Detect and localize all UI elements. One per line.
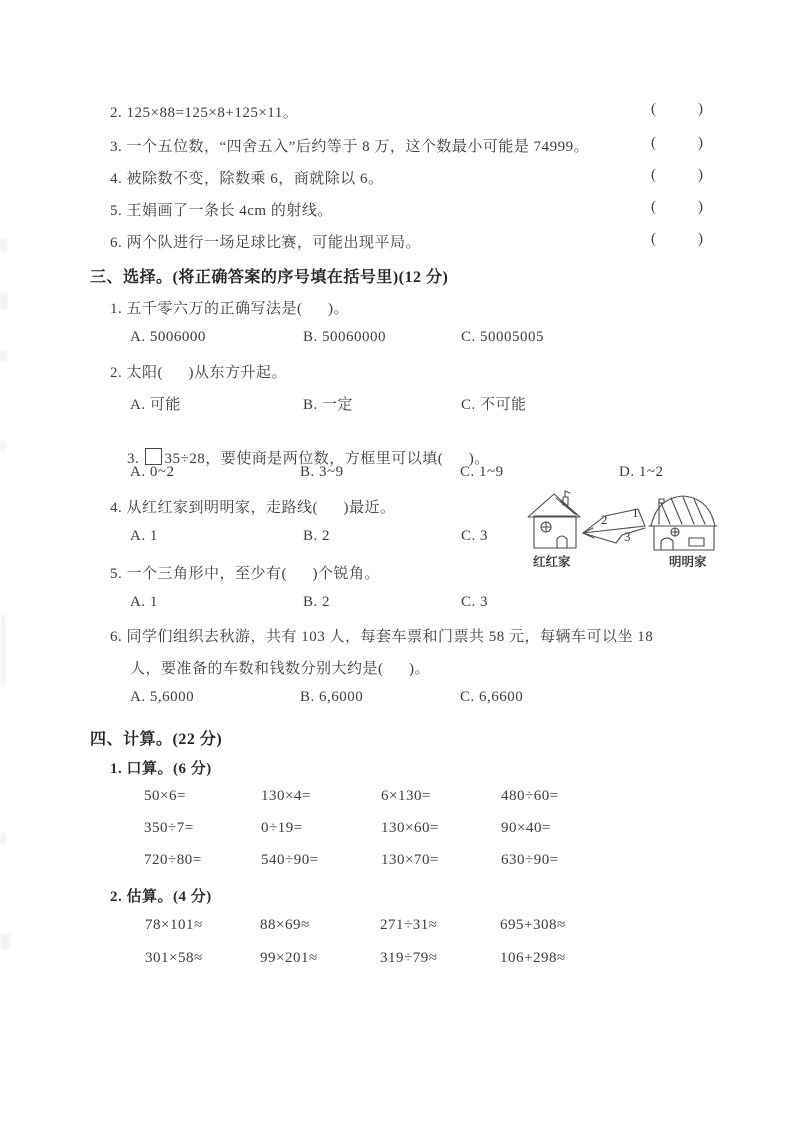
judge-answer-paren: ( ) bbox=[651, 101, 703, 117]
scan-artifact bbox=[0, 292, 8, 310]
scan-artifact bbox=[0, 238, 7, 252]
choice-q1-stem: 1. 五千零六万的正确写法是( )。 bbox=[110, 301, 349, 317]
estimate-expr: 88×69≈ bbox=[260, 917, 310, 933]
choice-q1-option-b: B. 50060000 bbox=[303, 329, 387, 345]
choice-q1-option-a: A. 5006000 bbox=[130, 329, 206, 345]
scan-artifact bbox=[0, 441, 6, 451]
estimate-expr: 106+298≈ bbox=[500, 950, 566, 966]
oral-expr: 0÷19= bbox=[261, 820, 303, 836]
choice-q4-option-c: C. 3 bbox=[461, 528, 489, 544]
route-label-1: 1 bbox=[632, 505, 639, 520]
choice-q1-option-c: C. 50005005 bbox=[461, 329, 545, 345]
oral-expr: 6×130= bbox=[381, 788, 431, 804]
choice-q4-option-b: B. 2 bbox=[303, 528, 331, 544]
choice-q2-stem: 2. 太阳( )从东方升起。 bbox=[110, 365, 287, 381]
judge-item-6: 6. 两个队进行一场足球比赛，可能出现平局。 bbox=[110, 235, 422, 251]
section-four-heading: 四、计算。(22 分) bbox=[90, 731, 223, 748]
right-house-drawing bbox=[649, 496, 717, 550]
estimate-expr: 695+308≈ bbox=[500, 917, 566, 933]
choice-q6-stem-line2: 人，要准备的车数和钱数分别大约是( )。 bbox=[130, 661, 430, 677]
estimate-expr: 78×101≈ bbox=[145, 917, 203, 933]
judge-answer-paren: ( ) bbox=[651, 231, 703, 247]
estimate-expr: 99×201≈ bbox=[260, 950, 318, 966]
oral-expr: 130×70= bbox=[381, 852, 439, 868]
scan-artifact bbox=[0, 832, 6, 844]
oral-expr: 540÷90= bbox=[261, 852, 319, 868]
choice-q4-stem: 4. 从红红家到明明家，走路线( )最近。 bbox=[110, 500, 396, 516]
left-house-drawing bbox=[528, 491, 580, 548]
judge-item-2: 2. 125×88=125×8+125×11。 bbox=[110, 105, 299, 121]
choice-q3-option-c: C. 1~9 bbox=[460, 464, 504, 480]
choice-q6-option-c: C. 6,6600 bbox=[460, 689, 524, 705]
choice-q2-option-c: C. 不可能 bbox=[461, 397, 527, 413]
choice-q5-option-c: C. 3 bbox=[461, 594, 489, 610]
choice-q2-option-b: B. 一定 bbox=[303, 397, 354, 413]
scan-artifact bbox=[1, 934, 10, 950]
judge-item-4: 4. 被除数不变，除数乘 6，商就除以 6。 bbox=[110, 171, 384, 187]
route-illustration bbox=[523, 486, 728, 571]
choice-q5-option-b: B. 2 bbox=[303, 594, 331, 610]
estimate-expr: 301×58≈ bbox=[145, 950, 203, 966]
oral-expr: 130×60= bbox=[381, 820, 439, 836]
oral-calc-heading: 1. 口算。(6 分) bbox=[110, 761, 212, 777]
oral-expr: 350÷7= bbox=[144, 820, 194, 836]
section-three-heading: 三、选择。(将正确答案的序号填在括号里)(12 分) bbox=[90, 269, 449, 286]
left-house-label: 红红家 bbox=[533, 555, 571, 569]
choice-q6-option-a: A. 5,6000 bbox=[130, 689, 195, 705]
choice-q3-stem: 3. 35÷28，要使商是两位数，方框里可以填( )。 bbox=[110, 430, 490, 485]
choice-q6-option-b: B. 6,6000 bbox=[300, 689, 364, 705]
oral-expr: 90×40= bbox=[501, 820, 551, 836]
estimate-expr: 271÷31≈ bbox=[380, 917, 438, 933]
oral-expr: 480÷60= bbox=[501, 788, 559, 804]
oral-expr: 50×6= bbox=[144, 788, 186, 804]
choice-q3-option-a: A. 0~2 bbox=[130, 464, 175, 480]
scan-artifact bbox=[1, 615, 5, 687]
judge-answer-paren: ( ) bbox=[651, 199, 703, 215]
judge-answer-paren: ( ) bbox=[651, 167, 703, 183]
choice-q3-option-d: D. 1~2 bbox=[619, 464, 664, 480]
route-label-2: 2 bbox=[601, 512, 608, 527]
oral-expr: 720÷80= bbox=[144, 852, 202, 868]
choice-q2-option-a: A. 可能 bbox=[130, 397, 181, 413]
choice-q3-option-b: B. 3~9 bbox=[300, 464, 344, 480]
oral-expr: 630÷90= bbox=[501, 852, 559, 868]
choice-q5-option-a: A. 1 bbox=[130, 594, 158, 610]
judge-item-5: 5. 王娟画了一条长 4cm 的射线。 bbox=[110, 203, 333, 219]
oral-expr: 130×4= bbox=[261, 788, 311, 804]
choice-q5-stem: 5. 一个三角形中，至少有( )个锐角。 bbox=[110, 566, 380, 582]
estimate-calc-heading: 2. 估算。(4 分) bbox=[110, 889, 212, 905]
choice-q4-option-a: A. 1 bbox=[130, 528, 158, 544]
judge-item-3: 3. 一个五位数，“四舍五入”后约等于 8 万，这个数最小可能是 74999。 bbox=[110, 139, 590, 155]
blank-box bbox=[145, 448, 162, 465]
judge-answer-paren: ( ) bbox=[651, 135, 703, 151]
route-label-3: 3 bbox=[624, 529, 631, 544]
scan-artifact bbox=[0, 350, 7, 362]
right-house-label: 明明家 bbox=[669, 555, 707, 569]
estimate-expr: 319÷79≈ bbox=[380, 950, 438, 966]
choice-q6-stem-line1: 6. 同学们组织去秋游，共有 103 人，每套车票和门票共 58 元，每辆车可以坐 18 bbox=[110, 629, 654, 645]
